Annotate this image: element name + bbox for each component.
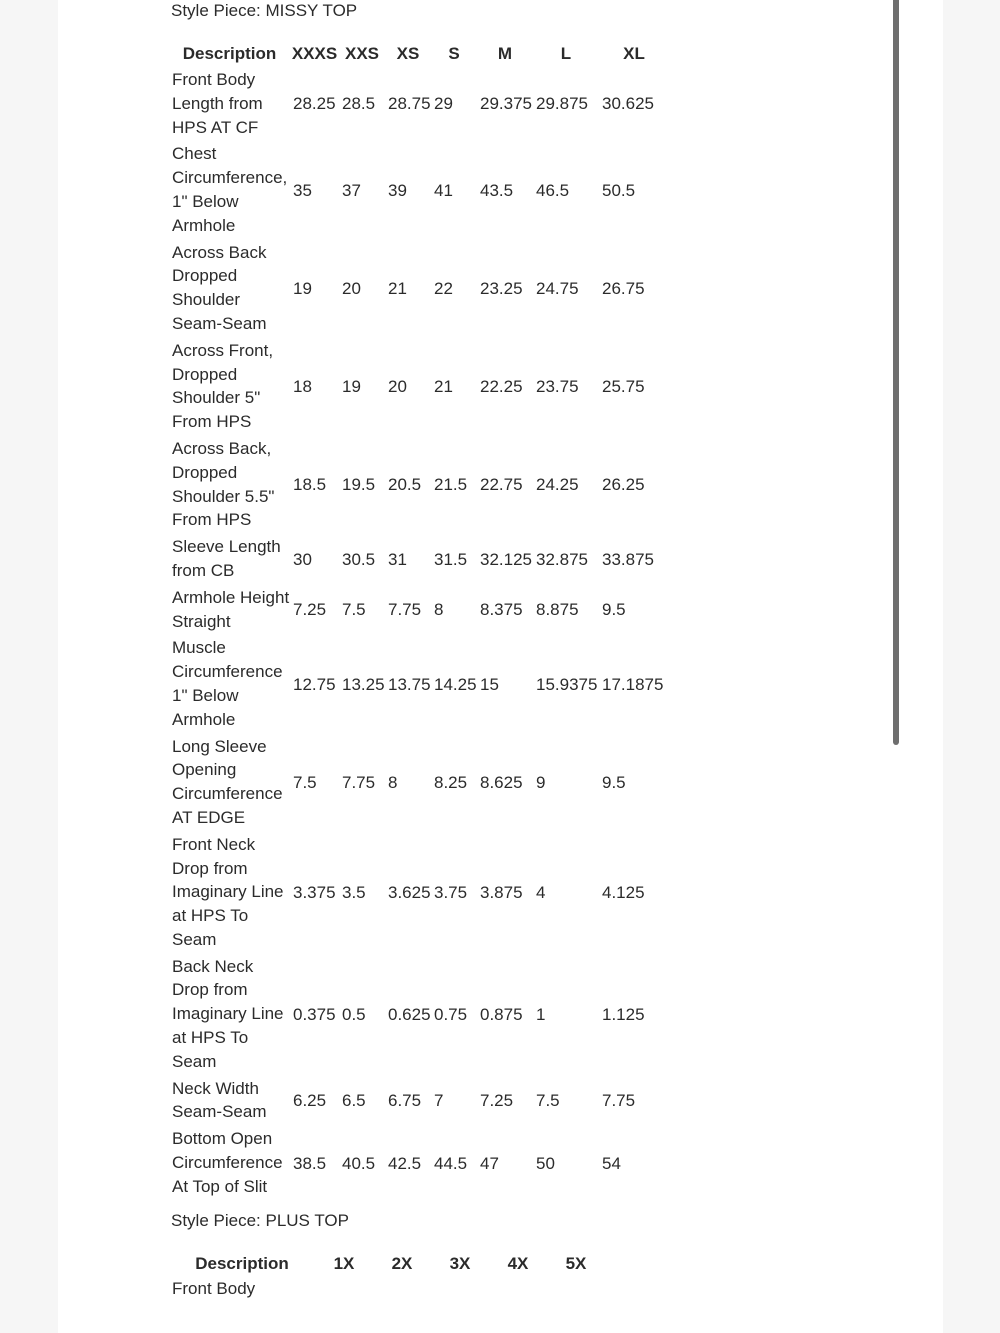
size-value-cell: 24.75 <box>536 278 579 298</box>
size-value-cell: 46.5 <box>536 180 570 200</box>
size-value-cell: 8 <box>388 772 398 792</box>
size-value-cell: 40.5 <box>342 1153 376 1173</box>
size-value-cell: 7.5 <box>342 600 366 620</box>
column-header: XXS <box>344 44 380 63</box>
size-value-cell <box>547 1277 605 1301</box>
size-value-cell: 50.5 <box>602 180 636 200</box>
table-row <box>169 1126 669 1200</box>
size-value-cell: 0.875 <box>480 1004 523 1024</box>
column-header: 2X <box>391 1254 413 1273</box>
size-value-cell: 6.5 <box>342 1091 366 1111</box>
table-row <box>169 954 669 1076</box>
size-value-cell <box>315 1277 373 1301</box>
size-value-cell: 30.625 <box>602 94 654 114</box>
size-value-cell: 44.5 <box>434 1153 468 1173</box>
vertical-scrollbar[interactable] <box>893 0 899 745</box>
size-value-cell: 1.125 <box>602 1004 645 1024</box>
size-value-cell: 6.75 <box>388 1091 422 1111</box>
table-row <box>169 1076 669 1127</box>
size-value-cell: 8.625 <box>480 772 523 792</box>
plus-size-table <box>169 1251 605 1301</box>
column-header: S <box>448 44 460 63</box>
size-value-cell: 3.5 <box>342 882 366 902</box>
size-value-cell: 9.5 <box>602 772 626 792</box>
size-value-cell: 23.75 <box>536 376 579 396</box>
column-header: 1X <box>333 1254 355 1273</box>
size-value-cell: 1 <box>536 1004 546 1024</box>
column-header: 3X <box>449 1254 471 1273</box>
size-value-cell: 28.5 <box>342 94 376 114</box>
size-value-cell: 26.75 <box>602 278 645 298</box>
size-value-cell: 43.5 <box>480 180 514 200</box>
size-value-cell: 7 <box>434 1091 444 1111</box>
size-value-cell: 29.875 <box>536 94 588 114</box>
size-value-cell: 0.375 <box>293 1004 336 1024</box>
measurement-description: Across Back, Dropped Shoulder 5.5" From HPS <box>172 438 275 530</box>
missy-header-row <box>169 41 669 67</box>
column-header: XS <box>396 44 420 63</box>
measurement-description: Front Body Length from HPS AT CF <box>172 70 263 137</box>
size-value-cell <box>431 1277 489 1301</box>
table-row <box>169 534 669 585</box>
column-header: Description <box>182 44 277 63</box>
measurement-description: Chest Circumference, 1" Below Armhole <box>172 144 288 235</box>
measurement-description: Back Neck Drop from Imaginary Line at HPS To Seam <box>172 956 284 1071</box>
size-value-cell: 0.625 <box>388 1004 431 1024</box>
size-value-cell: 22.25 <box>480 376 523 396</box>
size-value-cell: 21.5 <box>434 475 468 495</box>
size-value-cell: 50 <box>536 1153 555 1173</box>
size-value-cell: 20.5 <box>388 475 422 495</box>
table-row <box>169 240 669 338</box>
size-value-cell: 47 <box>480 1153 499 1173</box>
size-value-cell <box>489 1277 547 1301</box>
size-value-cell: 28.25 <box>293 94 336 114</box>
size-value-cell: 9 <box>536 772 546 792</box>
column-header: 4X <box>507 1254 529 1273</box>
size-value-cell: 9.5 <box>602 600 626 620</box>
table-row <box>169 585 669 636</box>
size-value-cell: 13.25 <box>342 674 385 694</box>
size-value-cell: 54 <box>602 1153 621 1173</box>
size-value-cell: 19 <box>342 376 361 396</box>
size-value-cell: 39 <box>388 180 407 200</box>
size-value-cell: 3.75 <box>434 882 468 902</box>
size-value-cell: 8.875 <box>536 600 579 620</box>
size-value-cell <box>373 1277 431 1301</box>
size-value-cell: 15.9375 <box>536 674 598 694</box>
size-value-cell: 41 <box>434 180 453 200</box>
table-row <box>169 734 669 832</box>
size-value-cell: 6.25 <box>293 1091 327 1111</box>
measurement-description: Front Neck Drop from Imaginary Line at HPS To Seam <box>172 834 284 949</box>
table-row <box>169 1277 605 1301</box>
size-value-cell: 42.5 <box>388 1153 422 1173</box>
size-value-cell: 22 <box>434 278 453 298</box>
column-header: XXXS <box>291 44 338 63</box>
measurement-description: Neck Width Seam-Seam <box>172 1078 267 1122</box>
column-header: 5X <box>565 1254 587 1273</box>
measurement-description: Bottom Open Circumference At Top of Slit <box>172 1129 283 1196</box>
measurement-description: Sleeve Length from CB <box>172 537 281 580</box>
size-value-cell: 20 <box>342 278 361 298</box>
size-value-cell: 29 <box>434 94 453 114</box>
size-value-cell: 37 <box>342 180 361 200</box>
table-row <box>169 832 669 954</box>
size-value-cell: 24.25 <box>536 475 579 495</box>
size-value-cell: 7.75 <box>602 1091 636 1111</box>
size-value-cell: 29.375 <box>480 94 532 114</box>
plus-style-title: Style Piece: PLUS TOP <box>171 1211 349 1230</box>
table-row <box>169 338 669 436</box>
size-value-cell: 15 <box>480 674 499 694</box>
measurement-description: Across Front, Dropped Shoulder 5" From HPS <box>172 340 274 432</box>
table-row <box>169 141 669 239</box>
size-value-cell: 30 <box>293 549 312 569</box>
size-value-cell: 7.75 <box>342 772 376 792</box>
size-value-cell: 31.5 <box>434 549 468 569</box>
size-value-cell: 8.375 <box>480 600 523 620</box>
size-value-cell: 4.125 <box>602 882 645 902</box>
column-header: L <box>560 44 572 63</box>
size-value-cell: 30.5 <box>342 549 376 569</box>
size-value-cell: 18.5 <box>293 475 327 495</box>
size-value-cell: 0.75 <box>434 1004 468 1024</box>
size-value-cell: 7.5 <box>293 772 317 792</box>
size-value-cell: 7.25 <box>293 600 327 620</box>
size-value-cell: 3.625 <box>388 882 431 902</box>
size-value-cell: 13.75 <box>388 674 431 694</box>
size-value-cell: 8 <box>434 600 444 620</box>
measurement-description: Armhole Height Straight <box>172 587 290 631</box>
size-value-cell: 38.5 <box>293 1153 327 1173</box>
size-value-cell: 14.25 <box>434 674 477 694</box>
size-value-cell: 19 <box>293 278 312 298</box>
size-value-cell: 7.75 <box>388 600 422 620</box>
size-value-cell: 4 <box>536 882 546 902</box>
size-value-cell: 17.1875 <box>602 674 664 694</box>
size-value-cell: 20 <box>388 376 407 396</box>
size-value-cell: 7.5 <box>536 1091 560 1111</box>
size-value-cell: 25.75 <box>602 376 645 396</box>
table-row <box>169 436 669 534</box>
size-value-cell: 26.25 <box>602 475 645 495</box>
size-value-cell: 8.25 <box>434 772 468 792</box>
size-value-cell: 12.75 <box>293 674 336 694</box>
measurement-description: Across Back Dropped Shoulder Seam-Seam <box>172 242 267 333</box>
column-header: XL <box>623 44 645 63</box>
size-value-cell: 21 <box>388 278 407 298</box>
measurement-description: Front Body <box>172 1279 256 1298</box>
table-row <box>169 67 669 141</box>
column-header: Description <box>195 1254 289 1273</box>
table-row <box>169 635 669 733</box>
size-value-cell: 23.25 <box>480 278 523 298</box>
size-value-cell: 3.875 <box>480 882 523 902</box>
size-value-cell: 32.125 <box>480 549 532 569</box>
size-value-cell: 21 <box>434 376 453 396</box>
size-value-cell: 28.75 <box>388 94 431 114</box>
size-value-cell: 18 <box>293 376 312 396</box>
size-value-cell: 19.5 <box>342 475 376 495</box>
size-value-cell: 31 <box>388 549 407 569</box>
missy-size-table <box>169 41 669 1201</box>
size-value-cell: 7.25 <box>480 1091 514 1111</box>
size-value-cell: 0.5 <box>342 1004 366 1024</box>
size-value-cell: 32.875 <box>536 549 588 569</box>
size-value-cell: 33.875 <box>602 549 654 569</box>
size-value-cell: 35 <box>293 180 312 200</box>
missy-style-title: Style Piece: MISSY TOP <box>171 1 358 20</box>
plus-header-row <box>169 1251 605 1277</box>
size-value-cell: 22.75 <box>480 475 523 495</box>
column-header: M <box>497 44 513 63</box>
measurement-description: Muscle Circumference 1" Below Armhole <box>172 638 283 729</box>
size-value-cell: 3.375 <box>293 882 336 902</box>
measurement-description: Long Sleeve Opening Circumference AT EDGE <box>172 736 283 827</box>
